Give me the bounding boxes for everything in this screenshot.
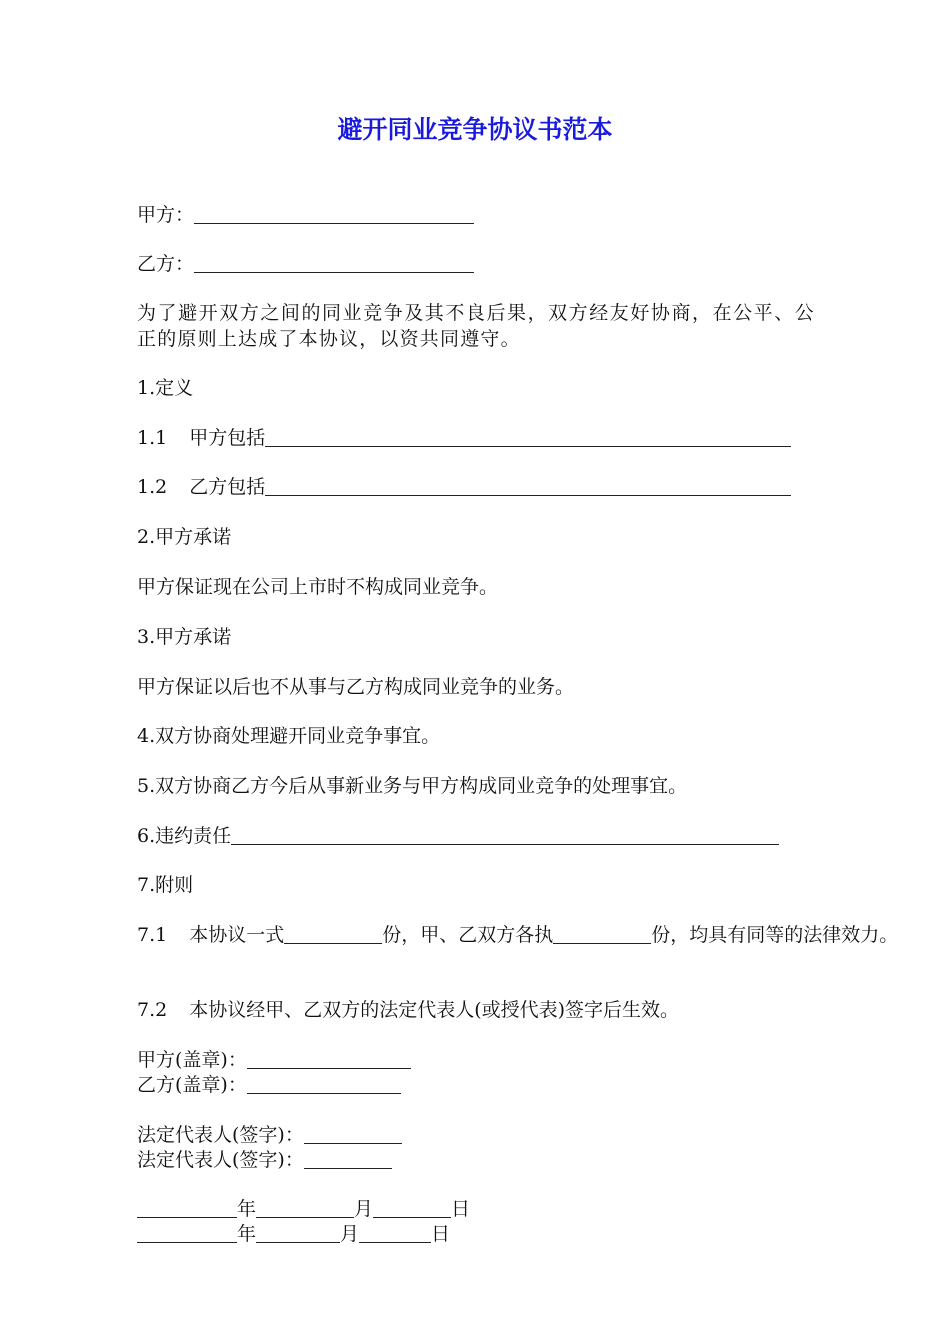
section-4-text: 4.双方协商处理避开同业竞争事宜。: [137, 725, 441, 747]
section-7-2-text: 本协议经甲、乙双方的法定代表人(或授代表)签字后生效。: [189, 999, 680, 1021]
section-7-1-text-a: 本协议一式: [189, 924, 285, 946]
party-b-line: [137, 251, 474, 277]
rep-1-line: [137, 1122, 402, 1148]
party-b-label: 乙方：: [137, 253, 195, 275]
day-label-2: 日: [431, 1223, 451, 1245]
section-1-2-line: [137, 474, 791, 500]
section-5-text: 5.双方协商乙方今后从事新业务与甲方构成同业竞争的处理事宜。: [137, 775, 688, 797]
section-7-1-line: [137, 922, 898, 948]
section-1-1-text: 甲方包括: [189, 427, 266, 449]
section-6-blank: [231, 824, 779, 845]
section-1-2-number: 1.2: [137, 476, 168, 498]
section-7-1-text-b: 份，甲、乙双方各执: [382, 924, 554, 946]
party-a-line: [137, 202, 474, 228]
year-blank-2: [137, 1222, 237, 1243]
date-line-1: [137, 1196, 470, 1222]
section-1-2-blank: [265, 475, 791, 496]
section-7-2-number: 7.2: [137, 999, 168, 1021]
day-label-1: 日: [451, 1198, 471, 1220]
rep-2-label: 法定代表人(签字)：: [137, 1149, 304, 1171]
section-6-line: [137, 823, 779, 849]
copies-total-blank: [284, 923, 382, 944]
section-1-2-text: 乙方包括: [189, 476, 266, 498]
section-2-text: 甲方保证现在公司上市时不构成同业竞争。: [137, 576, 499, 598]
party-a-label: 甲方：: [137, 204, 195, 226]
year-blank-1: [137, 1197, 237, 1218]
section-1-1-line: [137, 425, 791, 451]
rep-1-blank: [304, 1123, 402, 1144]
seal-b-blank: [247, 1073, 401, 1094]
section-7-2-line: [137, 997, 679, 1023]
rep-1-label: 法定代表人(签字)：: [137, 1124, 304, 1146]
section-1-1-blank: [265, 426, 791, 447]
rep-2-line: [137, 1147, 392, 1173]
section-3-text: 甲方保证以后也不从事与乙方构成同业竞争的业务。: [137, 676, 575, 698]
month-label-2: 月: [340, 1223, 360, 1245]
party-b-blank: [194, 252, 474, 273]
month-blank-2: [256, 1222, 340, 1243]
section-7-heading: 7.附则: [137, 874, 194, 896]
seal-a-line: [137, 1047, 411, 1073]
seal-b-line: [137, 1072, 401, 1098]
year-label-2: 年: [237, 1223, 257, 1245]
rep-2-blank: [304, 1148, 392, 1169]
party-a-blank: [194, 203, 474, 224]
section-1-heading: 1.定义: [137, 377, 194, 399]
section-7-1-text-c: 份，均具有同等的法律效力。: [651, 924, 899, 946]
seal-a-label: 甲方(盖章)：: [137, 1049, 247, 1071]
copies-each-blank: [553, 923, 651, 944]
year-label-1: 年: [237, 1198, 257, 1220]
month-blank-1: [256, 1197, 354, 1218]
seal-a-blank: [247, 1048, 411, 1069]
section-6-heading: 6.违约责任: [137, 825, 232, 847]
intro-paragraph: 为了避开双方之间的同业竞争及其不良后果，双方经友好协商，在公平、公正的原则上达成了本协议，以资共同遵守。: [137, 302, 815, 350]
section-7-1-number: 7.1: [137, 924, 168, 946]
seal-b-label: 乙方(盖章)：: [137, 1074, 247, 1096]
document-title: 避开同业竞争协议书范本: [337, 115, 613, 144]
day-blank-1: [373, 1197, 451, 1218]
date-line-2: [137, 1221, 450, 1247]
month-label-1: 月: [354, 1198, 374, 1220]
section-1-1-number: 1.1: [137, 427, 168, 449]
day-blank-2: [359, 1222, 431, 1243]
section-2-heading: 2.甲方承诺: [137, 526, 232, 548]
section-3-heading: 3.甲方承诺: [137, 626, 232, 648]
